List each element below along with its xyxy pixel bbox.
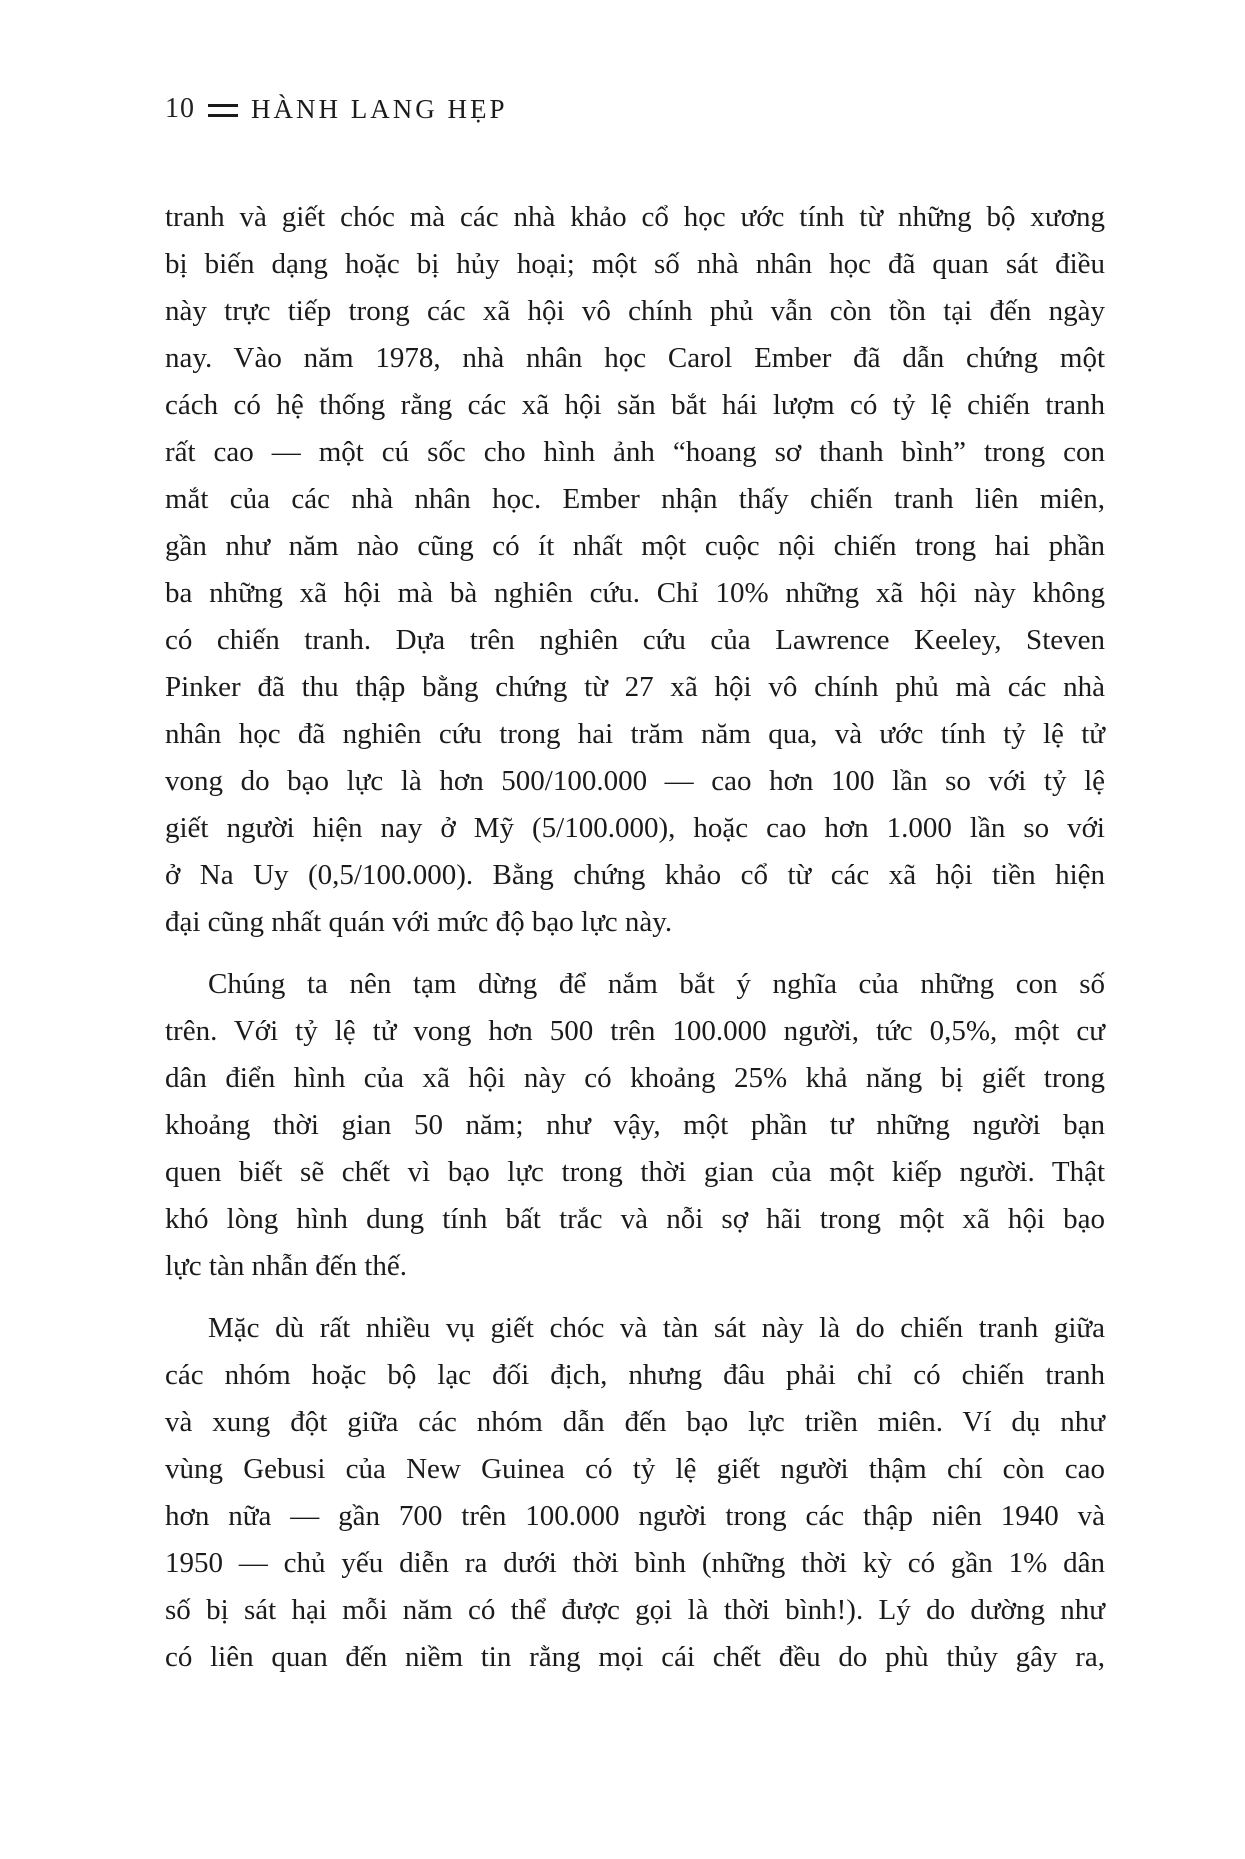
- text-line: 1950 — chủ yếu diễn ra dưới thời bình (những thời kỳ có gần 1% dân: [165, 1547, 1105, 1579]
- paragraph: [165, 1305, 1105, 1681]
- text-line: Pinker đã thu thập bằng chứng từ 27 xã hội vô chính phủ mà các nhà: [165, 671, 1105, 703]
- text-line: Mặc dù rất nhiều vụ giết chóc và tàn sát này là do chiến tranh giữa: [208, 1312, 1105, 1344]
- text-line: quen biết sẽ chết vì bạo lực trong thời gian của một kiếp người. Thật: [165, 1156, 1105, 1188]
- text-line: vong do bạo lực là hơn 500/100.000 — cao hơn 100 lần so với tỷ lệ: [165, 765, 1105, 797]
- text-line: lực tàn nhẫn đến thế.: [165, 1250, 407, 1282]
- text-line: khoảng thời gian 50 năm; như vậy, một phần tư những người bạn: [165, 1109, 1105, 1141]
- text-line: cách có hệ thống rằng các xã hội săn bắt hái lượm có tỷ lệ chiến tranh: [165, 389, 1105, 421]
- text-line: trên. Với tỷ lệ tử vong hơn 500 trên 100.000 người, tức 0,5%, một cư: [165, 1015, 1105, 1047]
- text-line: ở Na Uy (0,5/100.000). Bằng chứng khảo cổ từ các xã hội tiền hiện: [165, 859, 1105, 891]
- text-line: đại cũng nhất quán với mức độ bạo lực này.: [165, 906, 673, 938]
- text-line: khó lòng hình dung tính bất trắc và nỗi sợ hãi trong một xã hội bạo: [165, 1203, 1105, 1235]
- text-line: rất cao — một cú sốc cho hình ảnh “hoang sơ thanh bình” trong con: [165, 436, 1105, 468]
- double-rule-icon: [208, 104, 238, 117]
- text-line: có chiến tranh. Dựa trên nghiên cứu của Lawrence Keeley, Steven: [165, 624, 1105, 656]
- text-line: Chúng ta nên tạm dừng để nắm bắt ý nghĩa của những con số: [208, 968, 1105, 1000]
- text-line: có liên quan đến niềm tin rằng mọi cái chết đều do phù thủy gây ra,: [165, 1641, 1105, 1673]
- text-line: nay. Vào năm 1978, nhà nhân học Carol Ember đã dẫn chứng một: [165, 342, 1105, 374]
- text-line: hơn nữa — gần 700 trên 100.000 người trong các thập niên 1940 và: [165, 1500, 1105, 1532]
- text-line: nhân học đã nghiên cứu trong hai trăm năm qua, và ước tính tỷ lệ tử: [165, 718, 1105, 750]
- body-text: [165, 194, 1105, 1681]
- page-number: 10: [165, 93, 195, 124]
- running-header: [0, 0, 1245, 128]
- text-line: giết người hiện nay ở Mỹ (5/100.000), hoặc cao hơn 1.000 lần so với: [165, 812, 1105, 844]
- text-line: ba những xã hội mà bà nghiên cứu. Chỉ 10% những xã hội này không: [165, 577, 1105, 609]
- text-line: và xung đột giữa các nhóm dẫn đến bạo lực triền miên. Ví dụ như: [165, 1406, 1105, 1438]
- text-line: dân điển hình của xã hội này có khoảng 25% khả năng bị giết trong: [165, 1062, 1105, 1094]
- text-line: số bị sát hại mỗi năm có thể được gọi là thời bình!). Lý do dường như: [165, 1594, 1105, 1626]
- text-line: gần như năm nào cũng có ít nhất một cuộc nội chiến trong hai phần: [165, 530, 1105, 562]
- text-line: vùng Gebusi của New Guinea có tỷ lệ giết người thậm chí còn cao: [165, 1453, 1105, 1485]
- paragraph: [165, 961, 1105, 1290]
- text-line: tranh và giết chóc mà các nhà khảo cổ học ước tính từ những bộ xương: [165, 201, 1105, 233]
- text-line: bị biến dạng hoặc bị hủy hoại; một số nhà nhân học đã quan sát điều: [165, 248, 1105, 280]
- text-line: này trực tiếp trong các xã hội vô chính phủ vẫn còn tồn tại đến ngày: [165, 295, 1105, 327]
- book-title: HÀNH LANG HẸP: [251, 94, 508, 124]
- text-line: các nhóm hoặc bộ lạc đối địch, nhưng đâu phải chỉ có chiến tranh: [165, 1359, 1105, 1391]
- paragraph: [165, 194, 1105, 946]
- text-line: mắt của các nhà nhân học. Ember nhận thấy chiến tranh liên miên,: [165, 483, 1105, 515]
